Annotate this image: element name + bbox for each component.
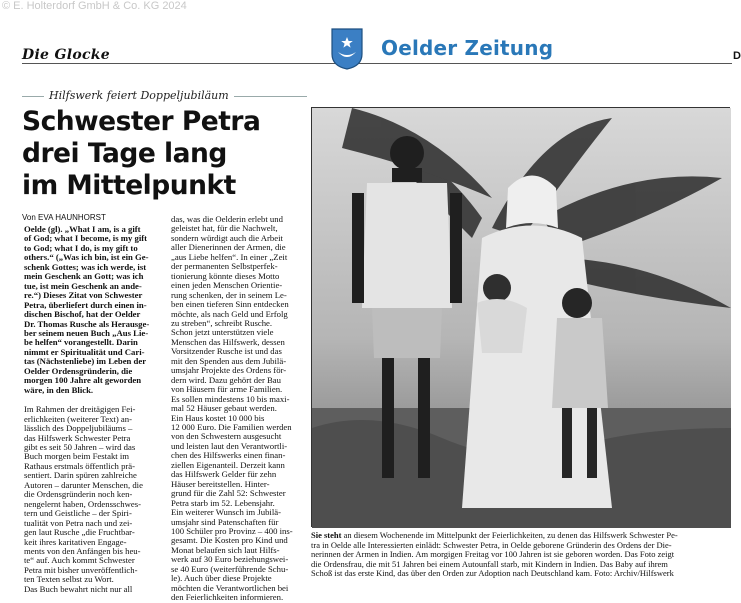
text-line: nimmt er Spiritualität und Cari- (24, 346, 145, 357)
text-line: zu streben“, schreibt Rusche. (171, 317, 273, 328)
text-line: tern und Geistliche – der Spiri- (24, 508, 132, 519)
body-paragraph (171, 328, 304, 508)
text-line: von Häusern für arme Familien. (171, 384, 283, 395)
text-line: umsjahr Projekte des Ordens för- (171, 365, 287, 376)
text-line: sondern würdigt auch die Arbeit (171, 232, 283, 243)
body-paragraph (171, 215, 304, 328)
text-line: others.“ („Was ich bin, ist ein Ge- (24, 252, 149, 263)
text-line: der permanenten Selbstperfek- (171, 261, 278, 272)
copyright-notice: © E. Holterdorf GmbH & Co. KG 2024 (2, 0, 187, 12)
text-line: rung schenken, der in seinem Le- (171, 289, 287, 300)
text-line: das Hilfswerk Gelder für zehn (171, 469, 277, 480)
kicker-text: Hilfswerk feiert Doppeljubiläum (44, 89, 234, 102)
text-line: den Feierlichkeiten informieren. (171, 592, 284, 603)
text-line: nengelernt haben, Ordensschwes- (24, 498, 141, 509)
text-line: se 40 Euro (weiterführende Schu- (171, 563, 289, 574)
text-line: re.“) Dieses Zitat von Schwester (24, 290, 143, 301)
text-line: morgen 100 Jahre alt geworden (24, 375, 142, 386)
text-line: Rathaus erstmals öffentlich prä- (24, 460, 136, 471)
text-line: te“ auf. Auch kommt Schwester (24, 555, 135, 566)
masthead-rule (22, 63, 732, 64)
text-line: tionierung könnte dieses Motto (171, 270, 280, 281)
text-line: Ein Haus kostet 10 000 bis (171, 412, 265, 423)
text-line: von den Schwestern ausgesucht (171, 431, 282, 442)
text-line: tas (Nächstenliebe) im Leben der (24, 356, 147, 367)
text-line: einen jeden Menschen Orientie- (171, 280, 283, 291)
text-line: 12 000 Euro. Die Familien werden (171, 421, 292, 432)
caption-line: Schoß ist das erste Kind, das über den Orden zur Adoption nach Deutschland kam. Foto: Archiv/Hilfswerk (311, 568, 674, 578)
text-line: Menschen das Hilfswerk, dessen (171, 336, 285, 347)
text-line: geleistet hat, für die Nachwelt, (171, 223, 278, 234)
caption-lead: Sie steht (311, 530, 342, 540)
text-line: to God; what I do, is my gift to (24, 242, 138, 253)
headline-line: drei Tage lang (22, 138, 227, 169)
caption-line: die Ordensfrau, die mit 51 Jahren bei einem Autounfall starb, mit Kindern in Indien. Das Baby auf ihrem (311, 558, 668, 569)
edge-letter: D (733, 50, 741, 62)
text-line: Häuser bereitstellen. Hinter- (171, 478, 270, 489)
text-line: Petra starb im 52. Lebensjahr. (171, 497, 275, 508)
article-column-2 (171, 215, 304, 603)
byline: Von EVA HAUNHORST (22, 213, 106, 222)
caption-line: tra in Oelde alle Interessierten einlädt: Schwester Petra, in Oelde geborene Gründerin des Ordens der Die- (311, 539, 672, 550)
text-line: aller Dienerinnen der Armen, die (171, 242, 286, 253)
text-line: Petra mit bisher unveröffentlich- (24, 564, 138, 575)
text-line: dischen Bischof, hat der Oelder (24, 309, 141, 320)
text-line: Im Rahmen der dreitägigen Fei- (24, 404, 136, 415)
kicker (22, 89, 307, 103)
text-line: Vorsitzender Rusche ist und das (171, 346, 282, 357)
text-line: Buch morgen beim Festakt im (24, 451, 130, 462)
text-line: gesamt. Die Kosten pro Kind und (171, 535, 288, 546)
text-line: die Ordensgründerin noch ken- (24, 489, 133, 500)
caption-line: nerinnen der Armen in Indien. Am morgigen Freitag vor 100 Jahren ist sie geboren worden. Das Foto zeigt (311, 549, 675, 559)
text-line: Das Buch bewahrt nicht nur all (24, 583, 133, 594)
text-line: keit ihres karitativen Engage- (24, 536, 127, 547)
text-line: möchten die Verantwortlichen bei (171, 582, 289, 593)
text-line: 100 Schüler pro Provinz – 400 ins- (171, 525, 293, 536)
text-line: Oelder Ordensgründerin, die (24, 365, 133, 376)
text-line: umsjahr sind Patenschaften für (171, 516, 279, 527)
text-line: Es sollen mindestens 10 bis maxi- (171, 393, 290, 404)
text-line: sentiert. Darin spüren zahlreiche (24, 470, 137, 481)
text-line: ten Texten selbst zu Wort. (24, 574, 114, 585)
photo-illustration (312, 108, 731, 528)
text-line: dern wird. Dazu gehört der Bau (171, 374, 282, 385)
text-line: tue, ist mein Geschenk an ande- (24, 280, 142, 291)
die-glocke-title: Die Glocke (22, 47, 110, 63)
article-column-1 (24, 225, 160, 594)
text-line: mit den Spenden aus dem Jubilä- (171, 355, 287, 366)
article-photo (311, 107, 730, 527)
text-line: lässlich des Doppeljubiläums – (24, 423, 133, 434)
text-line: ziellen Eigenanteil. Derzeit kann (171, 459, 285, 470)
text-line: Petra, überliefert durch einen in- (24, 299, 147, 310)
text-line: das, was die Oelderin erlebt und (171, 214, 283, 224)
text-line: werk auf 30 Euro beziehungswei- (171, 554, 289, 565)
body-paragraph (24, 405, 160, 594)
text-line: gen laut Rusche „die Fruchtbar- (24, 527, 135, 538)
text-line: möchte, als nach Geld und Erfolg (171, 308, 288, 319)
text-line: das Hilfswerk Schwester Petra (24, 432, 131, 443)
text-line: of God; what I become, is my gift (24, 233, 148, 244)
text-line: schenk Gottes; was ich werde, ist (24, 261, 147, 272)
headline-line: im Mittelpunkt (22, 170, 236, 201)
headline (22, 106, 312, 202)
text-line: und leisten laut den Verantwortli- (171, 440, 288, 451)
text-line: erlichkeiten (weiterer Text) an- (24, 413, 133, 424)
text-line: „aus Liebe helfen“. In einer „Zeit (171, 251, 288, 262)
body-paragraph (171, 508, 304, 603)
text-line: mal 52 Häuser gebaut werden. (171, 403, 277, 414)
text-line: gibt es seit 50 Jahren – wird das (24, 441, 136, 452)
text-line: Ein weiterer Wunsch im Jubilä- (171, 507, 281, 518)
text-line: ments von den Anfängen bis heu- (24, 545, 141, 556)
caption-text: an diesem Wochenende im Mittelpunkt der Feierlichkeiten, zu denen das Hilfswerk Schwester Pe- (341, 530, 678, 540)
text-line: Oelde (gl). „What I am, is a gift (24, 224, 141, 234)
paper-name: Oelder Zeitung (381, 36, 554, 60)
text-line: Monat belaufen sich laut Hilfs- (171, 544, 280, 555)
text-line: grund für die Zahl 52: Schwester (171, 488, 286, 499)
photo-caption (311, 531, 731, 579)
text-line: Dr. Thomas Rusche als Herausge- (24, 318, 150, 329)
text-line: chen des Hilfswerks einen finan- (171, 450, 286, 461)
text-line: be helfen“ vorangestellt. Darin (24, 337, 138, 348)
text-line: wäre, in den Blick. (24, 384, 94, 395)
text-line: Schon jetzt unterstützen viele (171, 327, 274, 338)
text-line: tualität von Petra nach und zei- (24, 517, 133, 528)
lead-paragraph (24, 225, 160, 395)
text-line: Autoren – darunter Menschen, die (24, 479, 143, 490)
masthead (0, 24, 741, 76)
headline-line: Schwester Petra (22, 106, 261, 137)
text-line: le). Auch über diese Projekte (171, 573, 272, 584)
text-line: mein Geschenk an Gott; was ich (24, 271, 144, 282)
city-crest-icon (331, 28, 363, 70)
text-line: ber seinem neuen Buch „Aus Lie- (24, 327, 149, 338)
text-line: ben einen tieferen Sinn entdecken (171, 299, 289, 310)
